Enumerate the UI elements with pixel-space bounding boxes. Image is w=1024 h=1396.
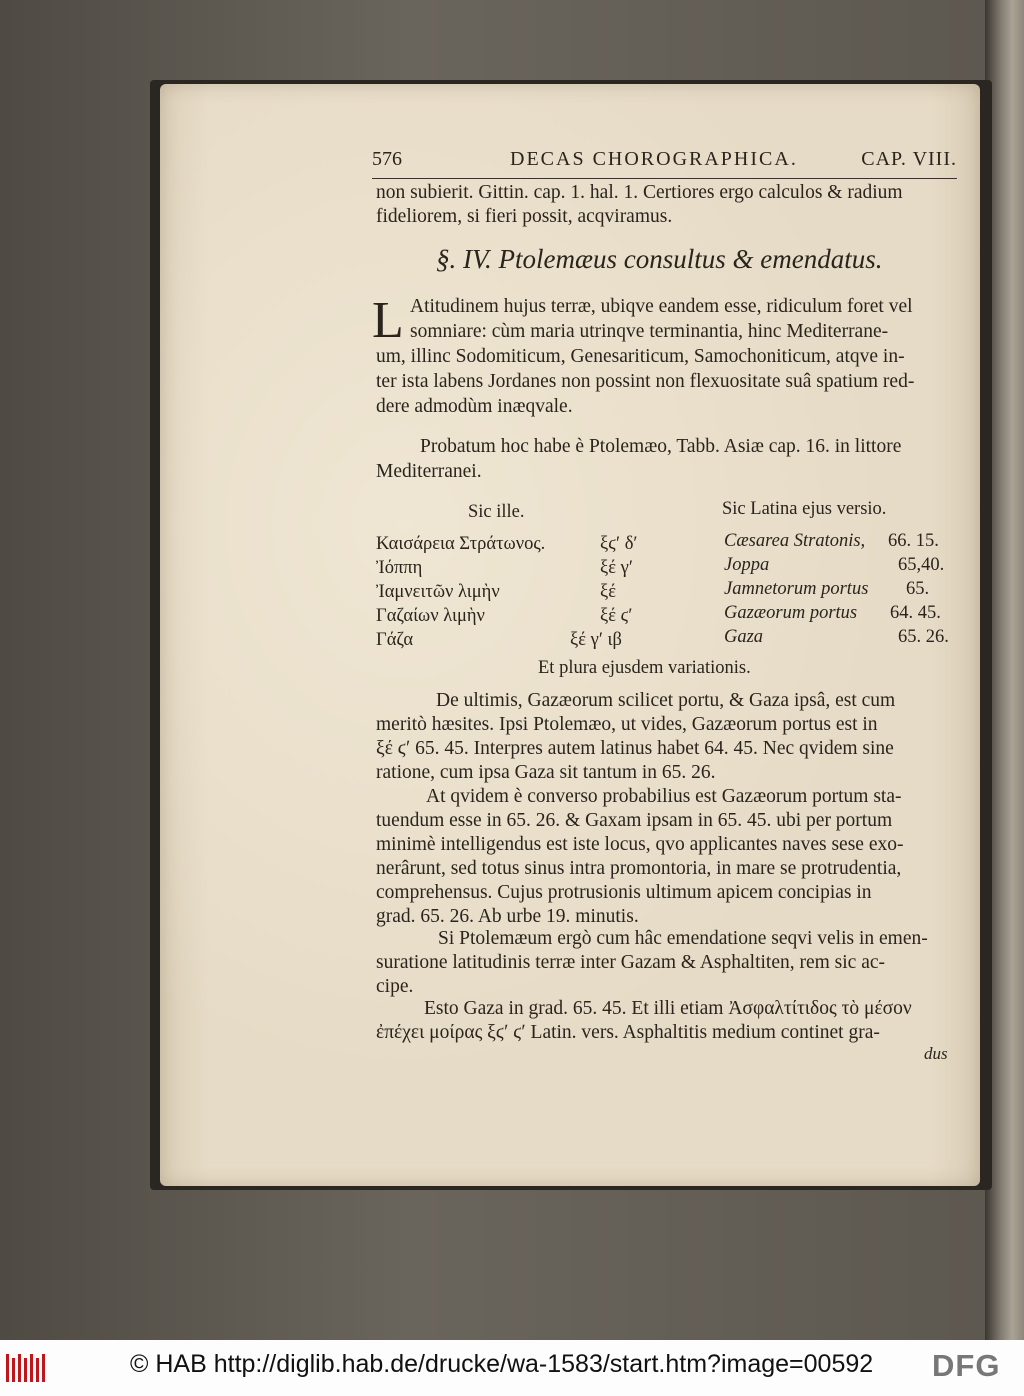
latin-value: 66. 15. (888, 531, 939, 551)
text-line: Atitudinem hujus terræ, ubiqve eandem esse, ridiculum foret vel (410, 296, 913, 317)
greek-name: Γαζαίων λιμὴν (376, 606, 485, 626)
text-line: cipe. (376, 976, 414, 997)
catchword: dus (924, 1044, 948, 1063)
text-line: comprehensus. Cujus protrusionis ultimum apicem concipias in (376, 882, 872, 903)
text-line: ter ista labens Jordanes non possint non flexuositate suâ spatium red- (376, 371, 915, 392)
text-line: suratione latitudinis terræ inter Gazam & Asphaltiten, rem sic ac- (376, 952, 886, 973)
latin-name: Gazæorum portus (724, 603, 858, 623)
text-line: ξέ ϛʹ 65. 45. Interpres autem latinus habet 64. 45. Nec qvidem sine (376, 738, 894, 759)
text-line: At qvidem è converso probabilius est Gazæorum portum sta- (426, 786, 902, 807)
table-footer: Et plura ejusdem variationis. (538, 658, 751, 678)
greek-name: Καισάρεια Στράτωνος. (376, 534, 546, 554)
latin-name: Joppa (724, 555, 770, 575)
latin-value: 65. (906, 579, 930, 599)
text-line: ἐπέχει μοίρας ξϛʹ ϛʹ Latin. vers. Asphaltitis medium continet gra- (376, 1022, 880, 1043)
greek-value: ξϛʹ δʹ (600, 534, 638, 554)
chapter-label: CAP. VIII. (861, 148, 957, 170)
table-right-heading: Sic Latina ejus versio. (722, 499, 887, 519)
text-line: fideliorem, si fieri possit, acqviramus. (376, 206, 673, 227)
greek-value: ξέ ϛʹ (600, 606, 633, 626)
running-header (372, 148, 957, 179)
table-left-heading: Sic ille. (468, 502, 525, 522)
latin-name: Jamnetorum portus (724, 579, 869, 599)
latin-value: 65. 26. (898, 627, 949, 647)
copyright-link[interactable]: © HAB http://diglib.hab.de/drucke/wa-1583/start.htm?image=00592 (130, 1350, 874, 1378)
greek-name: Γάζα (376, 630, 414, 650)
text-line: um, illinc Sodomiticum, Genesariticum, Samochoniticum, atqve in- (376, 346, 905, 367)
text-line: dere admodùm inæqvale. (376, 396, 573, 417)
greek-value: ξέ (600, 582, 617, 602)
greek-value: ξέ γʹ (600, 558, 633, 578)
text-line: meritò hæsites. Ipsi Ptolemæo, ut vides, Gazæorum portus est in (376, 714, 878, 735)
latin-value: 64. 45. (890, 603, 941, 623)
greek-name: Ἰόππη (376, 558, 423, 578)
text-line: tuendum esse in 65. 26. & Gaxam ipsam in 65. 45. ubi per portum (376, 810, 893, 831)
viewer-footer (0, 1340, 1024, 1396)
text-line: minimè intelligendus est iste locus, qvo applicantes naves sese exo- (376, 834, 904, 855)
latin-value: 65,40. (898, 555, 945, 575)
text-line: grad. 65. 26. Ab urbe 19. minutis. (376, 906, 639, 927)
text-line: ratione, cum ipsa Gaza sit tantum in 65. 26. (376, 762, 716, 783)
greek-name: Ἰαμνειτῶν λιμὴν (376, 582, 500, 602)
section-title: §. IV. Ptolemæus consultus & emendatus. (436, 244, 883, 274)
text-line: Mediterranei. (376, 461, 482, 482)
latin-name: Cæsarea Stratonis, (724, 531, 866, 551)
text-line: Probatum hoc habe è Ptolemæo, Tabb. Asiæ cap. 16. in littore (420, 436, 902, 457)
text-line: Esto Gaza in grad. 65. 45. Et illi etiam Ἀσφαλτίτιδος τὸ μέσον (424, 998, 912, 1019)
running-title: DECAS CHOROGRAPHICA. (510, 148, 798, 170)
barcode-logo-icon (6, 1354, 46, 1382)
dfg-logo: DFG (932, 1348, 1001, 1383)
greek-value: ξέ γʹ ιβ (570, 630, 622, 650)
text-line: somniare: cùm maria utrinqve terminantia, hinc Mediterrane- (410, 321, 889, 342)
drop-cap: L (372, 292, 404, 349)
latin-name: Gaza (724, 627, 764, 647)
text-line: De ultimis, Gazæorum scilicet portu, & Gaza ipsâ, est cum (436, 690, 896, 711)
text-line: Si Ptolemæum ergò cum hâc emendatione seqvi velis in emen- (438, 928, 928, 949)
page-number: 576 (372, 148, 402, 170)
text-line: non subierit. Gittin. cap. 1. hal. 1. Certiores ergo calculos & radium (376, 182, 903, 203)
text-line: nerârunt, sed totus sinus intra promontoria, in mare se protrudentia, (376, 858, 902, 879)
